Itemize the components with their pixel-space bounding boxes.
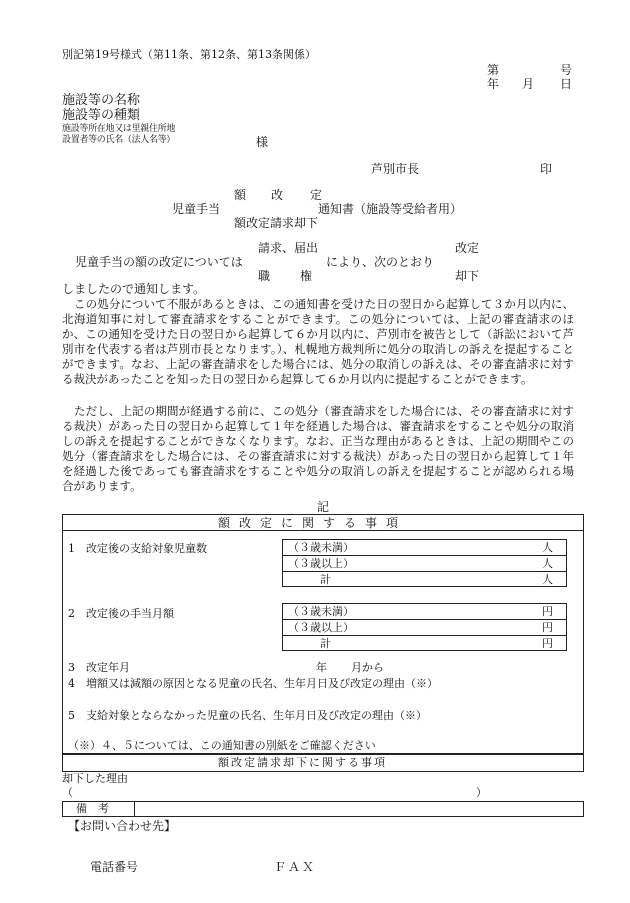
monthly-amount-total-label: 計 [320, 637, 331, 650]
section1-heading: 額改定に関する事項 [218, 516, 408, 530]
section1-divider [62, 530, 584, 531]
ki-mark: 記 [317, 500, 330, 514]
address-label: 施設等所在地又は里親住所地 [62, 124, 176, 134]
facility-type-label: 施設等の種類 [62, 108, 141, 123]
title-option-2: 額改定請求却下 [234, 216, 319, 230]
child-count-total-unit: 人 [542, 573, 553, 586]
item4-label: 4 増額又は減額の原因となる児童の氏名、生年月日及び改定の理由（※） [68, 677, 438, 690]
reason-option-bottom-a: 職 [258, 269, 271, 283]
fax-label: ＦＡＸ [274, 860, 317, 874]
intro-lead: 児童手当の額の改定については [75, 255, 243, 269]
document-number-suffix: 号 [560, 63, 573, 77]
child-count-over3-unit: 人 [542, 557, 553, 570]
item3-label: 3 改定年月 [68, 661, 130, 674]
intro-middle: により、次のとおり [326, 255, 435, 269]
child-count-row-divider-1 [282, 555, 567, 556]
title-allowance: 児童手当 [172, 202, 221, 216]
rejection-reason-paren-close: ） [476, 786, 487, 799]
section2-heading: 額改定請求却下に関する事項 [218, 756, 387, 769]
title-option-1a: 額 [234, 188, 247, 202]
reason-option-bottom-b: 権 [300, 269, 313, 283]
monthly-amount-row-divider-2 [282, 635, 567, 636]
remarks-label: 備 考 [76, 802, 109, 815]
rejection-reason-paren-open: （ [62, 786, 73, 799]
result-option-bottom: 却下 [455, 269, 480, 283]
remarks-right-border [583, 801, 584, 816]
title-option-1c: 定 [310, 188, 323, 202]
founder-label: 設置者等の氏名（法人名等） [62, 135, 176, 145]
child-count-under3-label: （３歳未満） [288, 541, 354, 554]
seal-mark: 印 [540, 162, 553, 176]
appeal-paragraph-2: ただし、上記の期間が経過する前に、この処分（審査請求をした場合には、その審査請求に対する裁決）があった日の翌日から起算して１年を経過した場合は、審査請求をすることや処分の取消しの訴えを提起することができなくなります。なお、正当な理由があるときは、上記の期間やこの処分（審査請求をした場合には、その審査請求に対する裁決）があった日の翌日から起算して１年を経過した後であっても審査請求をすることや処分の取消しの訴えを提起することが認められる場合があります。 [62, 404, 574, 493]
monthly-amount-under3-unit: 円 [542, 605, 553, 618]
child-count-row-divider-2 [282, 571, 567, 572]
item5-label: 5 支給対象とならなかった児童の氏名、生年月日及び改定の理由（※） [68, 709, 427, 722]
item3-year: 年 [316, 661, 327, 674]
remarks-bottom-border [62, 816, 584, 817]
facility-name-label: 施設等の名称 [62, 93, 141, 108]
rejection-reason-label: 却下した理由 [62, 772, 128, 785]
monthly-amount-over3-unit: 円 [542, 621, 553, 634]
remarks-top-border [62, 801, 584, 802]
form-id: 別記第19号様式（第11条、第12条、第13条関係） [62, 48, 316, 61]
title-suffix: 通知書（施設等受給者用） [318, 202, 463, 216]
monthly-amount-over3-label: （３歳以上） [288, 621, 354, 634]
result-option-top: 改定 [455, 241, 480, 255]
section1-note: （※）４、５については、この通知書の別紙をご確認ください [68, 739, 376, 752]
issuer-name: 芦別市長 [371, 162, 420, 176]
item1-label: 1 改定後の支給対象児童数 [68, 542, 207, 555]
date-year: 年 [487, 77, 500, 91]
date-day: 日 [560, 77, 573, 91]
appeal-paragraph-1: この処分について不服があるときは、この通知書を受けた日の翌日から起算して３か月以内に、北海道知事に対して審査請求をすることができます。この処分については、上記の審査請求のほか、この通知を受けた日の翌日から起算して６か月以内に、芦別市を被告として（訴訟において芦別市を代表する者は芦別市長となります。）、札幌地方裁判所に処分の取消しの訴えを提起することができます。なお、上記の審査請求をした場合には、処分の取消しの訴えは、その審査請求に対する裁決があったことを知った日の翌日から起算して６か月以内に提起することができます。 [62, 297, 574, 386]
child-count-total-label: 計 [320, 573, 331, 586]
child-count-under3-unit: 人 [542, 541, 553, 554]
item2-label: 2 改定後の手当月額 [68, 607, 174, 620]
phone-label: 電話番号 [90, 860, 139, 874]
item3-month: 月から [351, 661, 384, 674]
honorific: 様 [256, 135, 269, 149]
date-month: 月 [522, 77, 535, 91]
title-option-1b: 改 [271, 188, 284, 202]
document-number-prefix: 第 [487, 63, 500, 77]
reason-option-top: 請求、届出 [258, 241, 319, 255]
monthly-amount-total-unit: 円 [542, 637, 553, 650]
remarks-left-border [62, 801, 63, 816]
contact-heading: 【お問い合わせ先】 [68, 819, 177, 833]
monthly-amount-row-divider-1 [282, 619, 567, 620]
monthly-amount-under3-label: （３歳未満） [288, 605, 354, 618]
remarks-divider [134, 801, 135, 816]
child-count-over3-label: （３歳以上） [288, 557, 354, 570]
intro-tail: しましたので通知します。 [62, 282, 206, 296]
